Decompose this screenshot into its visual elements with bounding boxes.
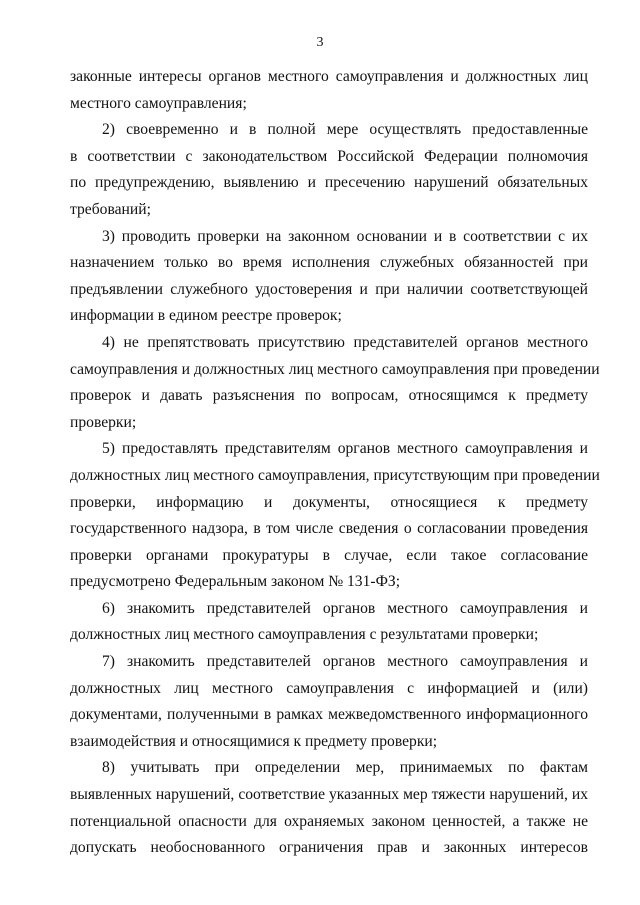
text-line: допускать необоснованного ограничения прав и законных интересов — [70, 839, 588, 857]
text-line: в соответствии с законодательством Российской Федерации полномочия — [70, 147, 588, 165]
text-line: проверки органами прокуратуры в случае, если такое согласование — [70, 546, 588, 564]
text-line: проверки, информацию и документы, относящиеся к предмету — [70, 493, 588, 511]
text-line: предусмотрено Федеральным законом № 131-ФЗ; — [70, 573, 401, 591]
text-line: должностных лиц местного самоуправления с информацией и (или) — [70, 679, 588, 697]
paragraph-first-line: 3) проводить проверки на законном основании и в соответствии с их — [102, 227, 588, 245]
text-line: государственного надзора, в том числе сведения о согласовании проведения — [70, 520, 588, 538]
paragraph-first-line: 2) своевременно и в полной мере осуществлять предоставленные — [102, 121, 588, 139]
text-line: должностных лиц местного самоуправления с результатами проверки; — [70, 626, 539, 644]
text-line: информации в едином реестре проверок; — [70, 307, 342, 325]
text-line: документами, полученными в рамках межведомственного информационного — [70, 706, 588, 724]
paragraph-first-line: 6) знакомить представителей органов местного самоуправления и — [102, 599, 588, 617]
text-line: проверок и давать разъяснения по вопросам, относящимся к предмету — [70, 387, 588, 405]
paragraph-first-line: 5) предоставлять представителям органов местного самоуправления и — [102, 440, 588, 458]
text-line: местного самоуправления; — [70, 94, 247, 112]
text-line: выявленных нарушений, соответствие указанных мер тяжести нарушений, их — [70, 786, 588, 804]
text-line: по предупреждению, выявлению и пресечению нарушений обязательных — [70, 174, 588, 192]
text-line: законные интересы органов местного самоуправления и должностных лиц — [70, 68, 588, 85]
document-body — [70, 64, 600, 862]
text-line: проверки; — [70, 413, 137, 431]
text-line: назначением только во время исполнения служебных обязанностей при — [70, 254, 588, 272]
text-line: должностных лиц местного самоуправления, присутствующим при проведении — [70, 466, 600, 484]
text-line: потенциальной опасности для охраняемых законом ценностей, а также не — [70, 812, 588, 830]
page-number: 3 — [316, 35, 324, 50]
paragraph-first-line: 4) не препятствовать присутствию представителей органов местного — [102, 333, 588, 351]
text-line: требований; — [70, 200, 151, 218]
paragraph-first-line: 8) учитывать при определении мер, принимаемых по фактам — [102, 759, 588, 777]
text-line: самоуправления и должностных лиц местного самоуправления при проведении — [70, 360, 600, 378]
text-line: взаимодействия и относящимися к предмету проверки; — [70, 732, 438, 750]
paragraph-first-line: 7) знакомить представителей органов местного самоуправления и — [102, 653, 588, 671]
text-line: предъявлении служебного удостоверения и при наличии соответствующей — [70, 280, 588, 298]
